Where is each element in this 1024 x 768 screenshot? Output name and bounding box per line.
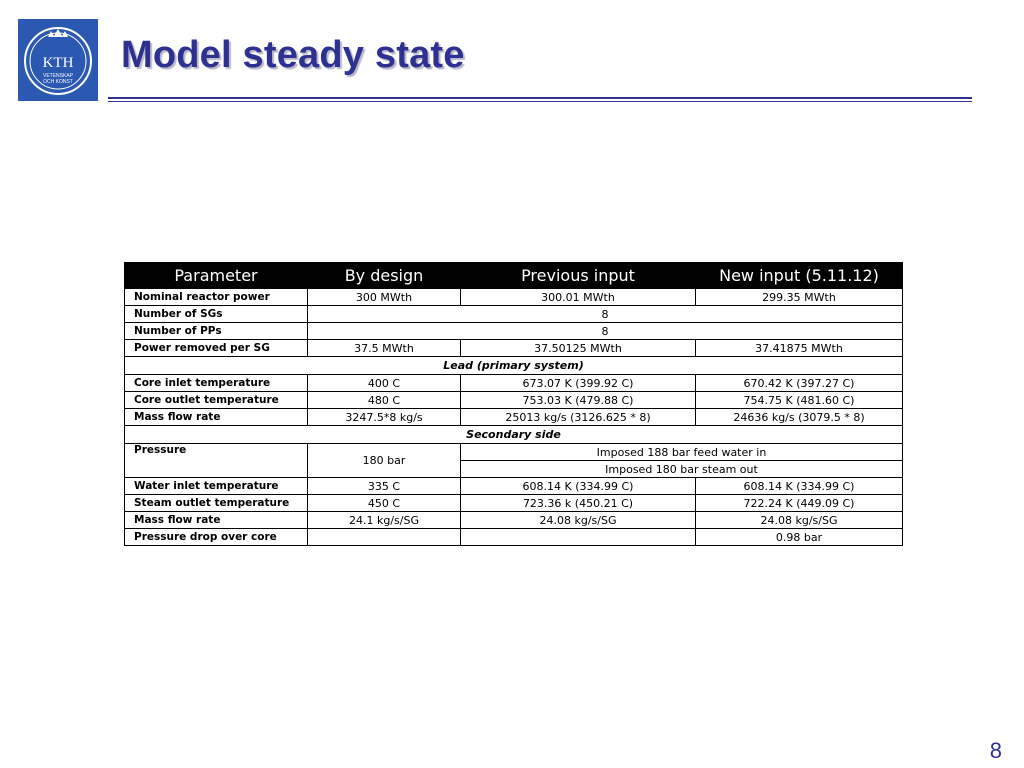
row-label: Nominal reactor power bbox=[125, 289, 308, 306]
table-row bbox=[125, 289, 903, 306]
title-rule-thick bbox=[108, 97, 972, 99]
logo-line1-text: VETENSKAP bbox=[42, 73, 74, 79]
cell-new-input: 24.08 kg/s/SG bbox=[696, 512, 903, 529]
cell-previous-input: 300.01 MWth bbox=[461, 289, 696, 306]
cell-previous-input: 37.50125 MWth bbox=[461, 340, 696, 357]
header-new-input: New input (5.11.12) bbox=[696, 263, 903, 289]
table-row bbox=[125, 478, 903, 495]
kth-crest-icon bbox=[18, 19, 98, 101]
table-row bbox=[125, 529, 903, 546]
cell-by-design: 300 MWth bbox=[308, 289, 461, 306]
row-label: Core inlet temperature bbox=[125, 375, 308, 392]
cell-new-input: 722.24 K (449.09 C) bbox=[696, 495, 903, 512]
row-label: Steam outlet temperature bbox=[125, 495, 308, 512]
table-row bbox=[125, 340, 903, 357]
table-row bbox=[125, 512, 903, 529]
logo-kth-text: KTH bbox=[42, 55, 74, 71]
row-label: Number of PPs bbox=[125, 323, 308, 340]
cell-new-input: 37.41875 MWth bbox=[696, 340, 903, 357]
table-row bbox=[125, 323, 903, 340]
cell-by-design bbox=[308, 529, 461, 546]
header-parameter: Parameter bbox=[125, 263, 308, 289]
row-label: Power removed per SG bbox=[125, 340, 308, 357]
table-row bbox=[125, 392, 903, 409]
cell-by-design: 3247.5*8 kg/s bbox=[308, 409, 461, 426]
table-row bbox=[125, 444, 903, 461]
cell-new-input: 299.35 MWth bbox=[696, 289, 903, 306]
row-label: Mass flow rate bbox=[125, 409, 308, 426]
cell-previous-input: 673.07 K (399.92 C) bbox=[461, 375, 696, 392]
slide-title: Model steady state bbox=[121, 34, 465, 76]
cell-previous-input: 608.14 K (334.99 C) bbox=[461, 478, 696, 495]
cell-previous-input: 24.08 kg/s/SG bbox=[461, 512, 696, 529]
section-label: Secondary side bbox=[125, 426, 903, 444]
row-label: Pressure bbox=[125, 444, 308, 478]
section-label: Lead (primary system) bbox=[125, 357, 903, 375]
cell-by-design: 180 bar bbox=[308, 444, 461, 478]
section-row-lead bbox=[125, 357, 903, 375]
kth-logo bbox=[18, 19, 98, 101]
cell-merged-value: 8 bbox=[308, 323, 903, 340]
header-previous-input: Previous input bbox=[461, 263, 696, 289]
cell-previous-input: 25013 kg/s (3126.625 * 8) bbox=[461, 409, 696, 426]
table-header-row bbox=[125, 263, 903, 289]
cell-new-input: 608.14 K (334.99 C) bbox=[696, 478, 903, 495]
cell-previous-input: 723.36 k (450.21 C) bbox=[461, 495, 696, 512]
table-row bbox=[125, 306, 903, 323]
cell-new-input: 0.98 bar bbox=[696, 529, 903, 546]
row-label: Core outlet temperature bbox=[125, 392, 308, 409]
cell-by-design: 450 C bbox=[308, 495, 461, 512]
cell-new-input: 670.42 K (397.27 C) bbox=[696, 375, 903, 392]
cell-merged-value: 8 bbox=[308, 306, 903, 323]
header-by-design: By design bbox=[308, 263, 461, 289]
row-label: Water inlet temperature bbox=[125, 478, 308, 495]
cell-by-design: 400 C bbox=[308, 375, 461, 392]
cell-previous-input bbox=[461, 529, 696, 546]
row-label: Number of SGs bbox=[125, 306, 308, 323]
cell-by-design: 480 C bbox=[308, 392, 461, 409]
title-rule-thin bbox=[108, 101, 972, 102]
cell-pressure-feed: Imposed 188 bar feed water in bbox=[461, 444, 903, 461]
cell-by-design: 37.5 MWth bbox=[308, 340, 461, 357]
row-label: Mass flow rate bbox=[125, 512, 308, 529]
steady-state-table bbox=[124, 262, 903, 546]
cell-by-design: 335 C bbox=[308, 478, 461, 495]
logo-line2-text: OCH KONST bbox=[43, 79, 73, 85]
cell-previous-input: 753.03 K (479.88 C) bbox=[461, 392, 696, 409]
cell-by-design: 24.1 kg/s/SG bbox=[308, 512, 461, 529]
page-number: 8 bbox=[989, 738, 1002, 763]
table-row bbox=[125, 495, 903, 512]
row-label: Pressure drop over core bbox=[125, 529, 308, 546]
cell-pressure-steam: Imposed 180 bar steam out bbox=[461, 461, 903, 478]
cell-new-input: 754.75 K (481.60 C) bbox=[696, 392, 903, 409]
table-row bbox=[125, 375, 903, 392]
table-row bbox=[125, 409, 903, 426]
section-row-secondary bbox=[125, 426, 903, 444]
cell-new-input: 24636 kg/s (3079.5 * 8) bbox=[696, 409, 903, 426]
